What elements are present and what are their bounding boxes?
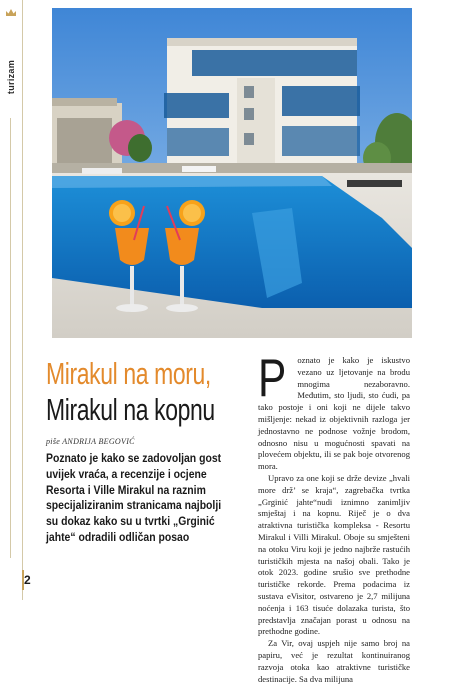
- body-paragraph-2: Upravo za one koji se drže devize „hvali more drž’ se kraja“, zagrebačka tvrtka „Grginić jahte“nudi iznimno zanimljiv smještaj i na kopnu. Riječ je o dva atraktivna turistička kompleksa - Resortu Mirakul i Villi Mirakul. Oboje su smješteni na otoku Viru koji je jedno najbrže rastućih turističkih mjesta na našoj obali. Tako je otok 2023. godine srušio sve prethodne turističke rekorde. Prema podacima iz sustava eVisitor, ostvareno je 2,7 milijuna noćenja i 163 tisuće dolazaka turista, što predstavlja značajan porast u odnosu na prethodne godine.: [258, 472, 410, 637]
- title-line-2: Mirakul na kopnu: [46, 392, 215, 427]
- body-paragraph-3: Za Vir, ovaj uspjeh nije samo broj na papiru, već je rezultat kontinuiranog razvoja otoka kao atraktivne turističke destinacije. Sa dva milijuna: [258, 638, 410, 684]
- article-title: [46, 356, 246, 428]
- page-margin-rail: [0, 0, 23, 600]
- page-number: 2: [24, 573, 31, 587]
- section-tag: [2, 50, 20, 110]
- title-line-1: Mirakul na moru,: [46, 356, 211, 391]
- byline: piše ANDRIJA BEGOVIĆ: [46, 437, 135, 446]
- resort-pool-illustration: [52, 8, 412, 338]
- rail-divider: [10, 118, 11, 558]
- lead-paragraph: Poznato je kako se zadovoljan gost uvijek vraća, a recenzije i ocjene Resorta i Ville Mirakul na raznim specijaliziranim stranicama najbolji su dokaz kako su u tvrtki „Grginić jahte“ odradili odličan posao: [46, 452, 222, 544]
- drop-cap: P: [258, 349, 287, 408]
- hero-photo: [52, 8, 412, 338]
- article-body: [258, 349, 410, 685]
- section-tag-label: turizam: [6, 59, 16, 95]
- crown-icon: [5, 8, 17, 18]
- body-paragraph-1-text: oznato je kako je iskustvo vezano uz ljetovanje na brodu mnogima nezaboravno. Međutim, sto ljudi, sto ćudi, pa tako postoje i oni koji ne dijele takvo mišljenje: nekad iz objektivnih razloga jer jednostavno ne podnose vožnje brodom, odnosno nisu u mogućnosti spavati na plovećem objektu, ili se pak boje otvorenog mora.: [258, 355, 410, 472]
